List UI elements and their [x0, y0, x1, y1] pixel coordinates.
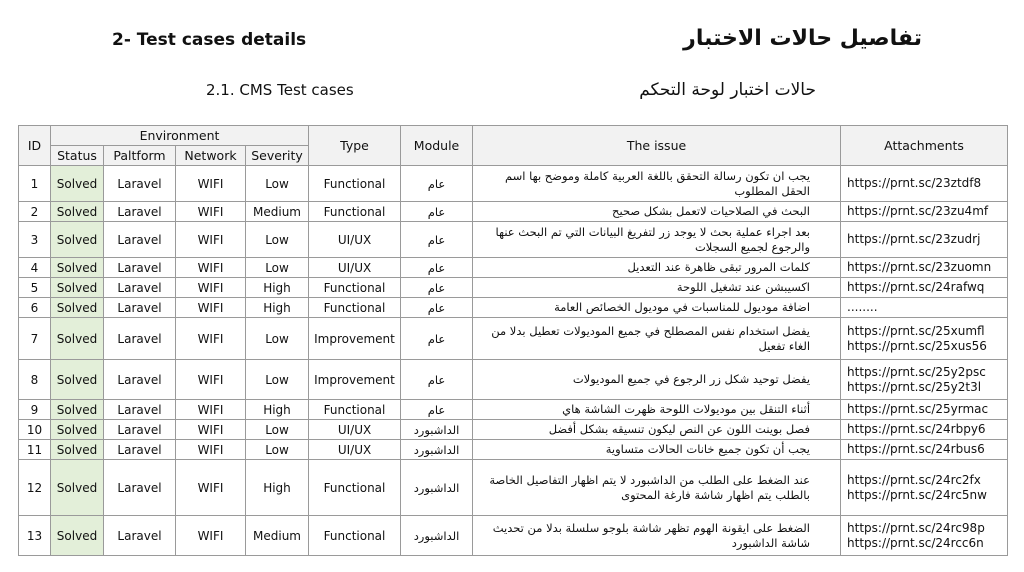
attachment-link[interactable]: https://prnt.sc/24rafwq	[847, 280, 985, 294]
attachment-link[interactable]: https://prnt.sc/25y2psc	[847, 364, 986, 379]
cell-platform: Laravel	[104, 222, 176, 258]
cell-severity: High	[246, 400, 309, 420]
cell-platform: Laravel	[104, 318, 176, 360]
table-body	[19, 166, 1008, 556]
cell-status: Solved	[51, 166, 104, 202]
cell-type: Functional	[309, 400, 401, 420]
cell-attachments	[841, 298, 1008, 318]
cell-status: Solved	[51, 278, 104, 298]
header-module: Module	[401, 126, 473, 166]
cell-status: Solved	[51, 460, 104, 516]
attachment-link[interactable]: https://prnt.sc/25xus56	[847, 338, 987, 353]
header-environment: Environment	[51, 126, 309, 146]
cell-attachments	[841, 400, 1008, 420]
section-title-ar: تفاصيل حالات الاختبار	[683, 26, 922, 51]
cell-module: عام	[401, 222, 473, 258]
table-row	[19, 222, 1008, 258]
cell-id: 1	[19, 166, 51, 202]
attachment-link[interactable]: https://prnt.sc/24rc5nw	[847, 487, 987, 502]
cell-id: 11	[19, 440, 51, 460]
cell-severity: Medium	[246, 516, 309, 556]
cell-status: Solved	[51, 298, 104, 318]
cell-module: عام	[401, 298, 473, 318]
cell-status: Solved	[51, 202, 104, 222]
cell-platform: Laravel	[104, 440, 176, 460]
attachment-link[interactable]: https://prnt.sc/24rcc6n	[847, 535, 984, 550]
cell-severity: Low	[246, 318, 309, 360]
cell-severity: High	[246, 278, 309, 298]
cell-severity: Low	[246, 222, 309, 258]
table-row	[19, 516, 1008, 556]
cell-module: الداشبورد	[401, 440, 473, 460]
header-type: Type	[309, 126, 401, 166]
header-severity: Severity	[246, 146, 309, 166]
attachment-link[interactable]: ........	[847, 300, 878, 314]
cell-network: WIFI	[176, 360, 246, 400]
cell-module: الداشبورد	[401, 460, 473, 516]
cell-id: 8	[19, 360, 51, 400]
cell-id: 7	[19, 318, 51, 360]
header-attachments: Attachments	[841, 126, 1008, 166]
attachment-link[interactable]: https://prnt.sc/25yrmac	[847, 402, 989, 416]
cell-type: UI/UX	[309, 222, 401, 258]
cell-platform: Laravel	[104, 298, 176, 318]
cell-network: WIFI	[176, 166, 246, 202]
cell-platform: Laravel	[104, 202, 176, 222]
cell-status: Solved	[51, 440, 104, 460]
header-issue: The issue	[473, 126, 841, 166]
cell-issue: يفضل استخدام نفس المصطلح في جميع الموديولات تعطيل بدلا من الغاء تفعيل	[473, 318, 841, 360]
cell-module: عام	[401, 258, 473, 278]
cell-type: Improvement	[309, 318, 401, 360]
cell-type: UI/UX	[309, 420, 401, 440]
cell-network: WIFI	[176, 278, 246, 298]
cell-attachments	[841, 516, 1008, 556]
header-status: Status	[51, 146, 104, 166]
cell-status: Solved	[51, 516, 104, 556]
cell-id: 5	[19, 278, 51, 298]
cell-status: Solved	[51, 400, 104, 420]
attachment-link[interactable]: https://prnt.sc/24rbus6	[847, 442, 985, 456]
cell-network: WIFI	[176, 202, 246, 222]
cell-id: 4	[19, 258, 51, 278]
cell-severity: Low	[246, 360, 309, 400]
cell-network: WIFI	[176, 420, 246, 440]
cell-module: عام	[401, 202, 473, 222]
subsection-title-en: 2.1. CMS Test cases	[206, 81, 354, 99]
table-row	[19, 278, 1008, 298]
cell-id: 3	[19, 222, 51, 258]
cell-attachments	[841, 460, 1008, 516]
table-row	[19, 400, 1008, 420]
cell-attachments	[841, 202, 1008, 222]
cell-type: UI/UX	[309, 440, 401, 460]
cell-issue: البحث في الصلاحيات لاتعمل بشكل صحيح	[473, 202, 841, 222]
subsection-title-ar: حالات اختبار لوحة التحكم	[639, 80, 816, 100]
cell-network: WIFI	[176, 440, 246, 460]
attachment-link[interactable]: https://prnt.sc/23zudrj	[847, 232, 981, 246]
cell-issue: اكسيبشن عند تشغيل اللوحة	[473, 278, 841, 298]
cell-attachments	[841, 318, 1008, 360]
cell-id: 2	[19, 202, 51, 222]
attachment-link[interactable]: https://prnt.sc/23ztdf8	[847, 176, 982, 190]
cell-network: WIFI	[176, 258, 246, 278]
cell-status: Solved	[51, 318, 104, 360]
cell-module: عام	[401, 166, 473, 202]
cell-platform: Laravel	[104, 360, 176, 400]
cell-id: 12	[19, 460, 51, 516]
cell-type: Functional	[309, 298, 401, 318]
cell-issue: الضغط على ايقونة الهوم تظهر شاشة بلوجو سلسلة بدلا من تحديث شاشة الداشبورد	[473, 516, 841, 556]
test-cases-table	[18, 125, 1008, 556]
cell-network: WIFI	[176, 400, 246, 420]
cell-module: عام	[401, 278, 473, 298]
cell-type: Functional	[309, 460, 401, 516]
attachment-link[interactable]: https://prnt.sc/23zu4mf	[847, 204, 989, 218]
cell-severity: Low	[246, 440, 309, 460]
cell-platform: Laravel	[104, 460, 176, 516]
cell-severity: Low	[246, 258, 309, 278]
cell-attachments	[841, 222, 1008, 258]
cell-issue: يفضل توحيد شكل زر الرجوع في جميع الموديولات	[473, 360, 841, 400]
table-row	[19, 258, 1008, 278]
table-row	[19, 420, 1008, 440]
header-platform: Paltform	[104, 146, 176, 166]
attachment-link[interactable]: https://prnt.sc/24rc2fx	[847, 472, 981, 487]
cell-severity: High	[246, 298, 309, 318]
cell-id: 10	[19, 420, 51, 440]
cell-status: Solved	[51, 360, 104, 400]
attachment-link[interactable]: https://prnt.sc/25y2t3l	[847, 379, 982, 394]
cell-network: WIFI	[176, 318, 246, 360]
table-row	[19, 298, 1008, 318]
table-row	[19, 166, 1008, 202]
cell-module: الداشبورد	[401, 516, 473, 556]
cell-severity: Low	[246, 420, 309, 440]
cell-attachments	[841, 420, 1008, 440]
cell-module: عام	[401, 318, 473, 360]
cell-id: 13	[19, 516, 51, 556]
cell-issue: فصل بوينت اللون عن النص ليكون تنسيقه بشكل أفضل	[473, 420, 841, 440]
cell-platform: Laravel	[104, 278, 176, 298]
cell-platform: Laravel	[104, 258, 176, 278]
attachment-link[interactable]: https://prnt.sc/25xumfl	[847, 323, 985, 338]
cell-issue: يجب أن تكون جميع خانات الحالات متساوية	[473, 440, 841, 460]
cell-platform: Laravel	[104, 420, 176, 440]
header-id: ID	[19, 126, 51, 166]
cell-platform: Laravel	[104, 400, 176, 420]
cell-status: Solved	[51, 222, 104, 258]
attachment-link[interactable]: https://prnt.sc/24rc98p	[847, 520, 985, 535]
cell-status: Solved	[51, 420, 104, 440]
table-row	[19, 360, 1008, 400]
cell-network: WIFI	[176, 516, 246, 556]
cell-attachments	[841, 278, 1008, 298]
cell-issue: كلمات المرور تبقى ظاهرة عند التعديل	[473, 258, 841, 278]
cell-issue: اضافة موديول للمناسبات في موديول الخصائص العامة	[473, 298, 841, 318]
cell-issue: يجب ان تكون رسالة التحقق باللغة العربية كاملة وموضح بها اسم الحقل المطلوب	[473, 166, 841, 202]
cell-type: Functional	[309, 278, 401, 298]
cell-platform: Laravel	[104, 166, 176, 202]
cell-module: عام	[401, 400, 473, 420]
header-network: Network	[176, 146, 246, 166]
table-row	[19, 202, 1008, 222]
cell-attachments	[841, 440, 1008, 460]
table-row	[19, 460, 1008, 516]
cell-type: Improvement	[309, 360, 401, 400]
cell-network: WIFI	[176, 460, 246, 516]
cell-attachments	[841, 166, 1008, 202]
cell-issue: بعد اجراء عملية بحث لا يوجد زر لتفريغ البيانات التي تم البحث عنها والرجوع لجميع السجلات	[473, 222, 841, 258]
cell-id: 9	[19, 400, 51, 420]
table-row	[19, 318, 1008, 360]
cell-issue: عند الضغط على الطلب من الداشبورد لا يتم اظهار التفاصيل الخاصة بالطلب يتم اظهار شاشة فارغة المحتوى	[473, 460, 841, 516]
attachment-link[interactable]: https://prnt.sc/23zuomn	[847, 260, 992, 274]
cell-status: Solved	[51, 258, 104, 278]
section-title-en: 2- Test cases details	[112, 30, 307, 50]
attachment-link[interactable]: https://prnt.sc/24rbpy6	[847, 422, 986, 436]
cell-module: عام	[401, 360, 473, 400]
cell-network: WIFI	[176, 298, 246, 318]
cell-severity: Medium	[246, 202, 309, 222]
cell-module: الداشبورد	[401, 420, 473, 440]
cell-type: Functional	[309, 202, 401, 222]
cell-type: Functional	[309, 166, 401, 202]
cell-network: WIFI	[176, 222, 246, 258]
table-row	[19, 440, 1008, 460]
cell-type: Functional	[309, 516, 401, 556]
cell-attachments	[841, 258, 1008, 278]
cell-type: UI/UX	[309, 258, 401, 278]
cell-severity: Low	[246, 166, 309, 202]
cell-id: 6	[19, 298, 51, 318]
cell-platform: Laravel	[104, 516, 176, 556]
cell-attachments	[841, 360, 1008, 400]
cell-severity: High	[246, 460, 309, 516]
cell-issue: أثناء التنقل بين موديولات اللوحة ظهرت الشاشة هاي	[473, 400, 841, 420]
